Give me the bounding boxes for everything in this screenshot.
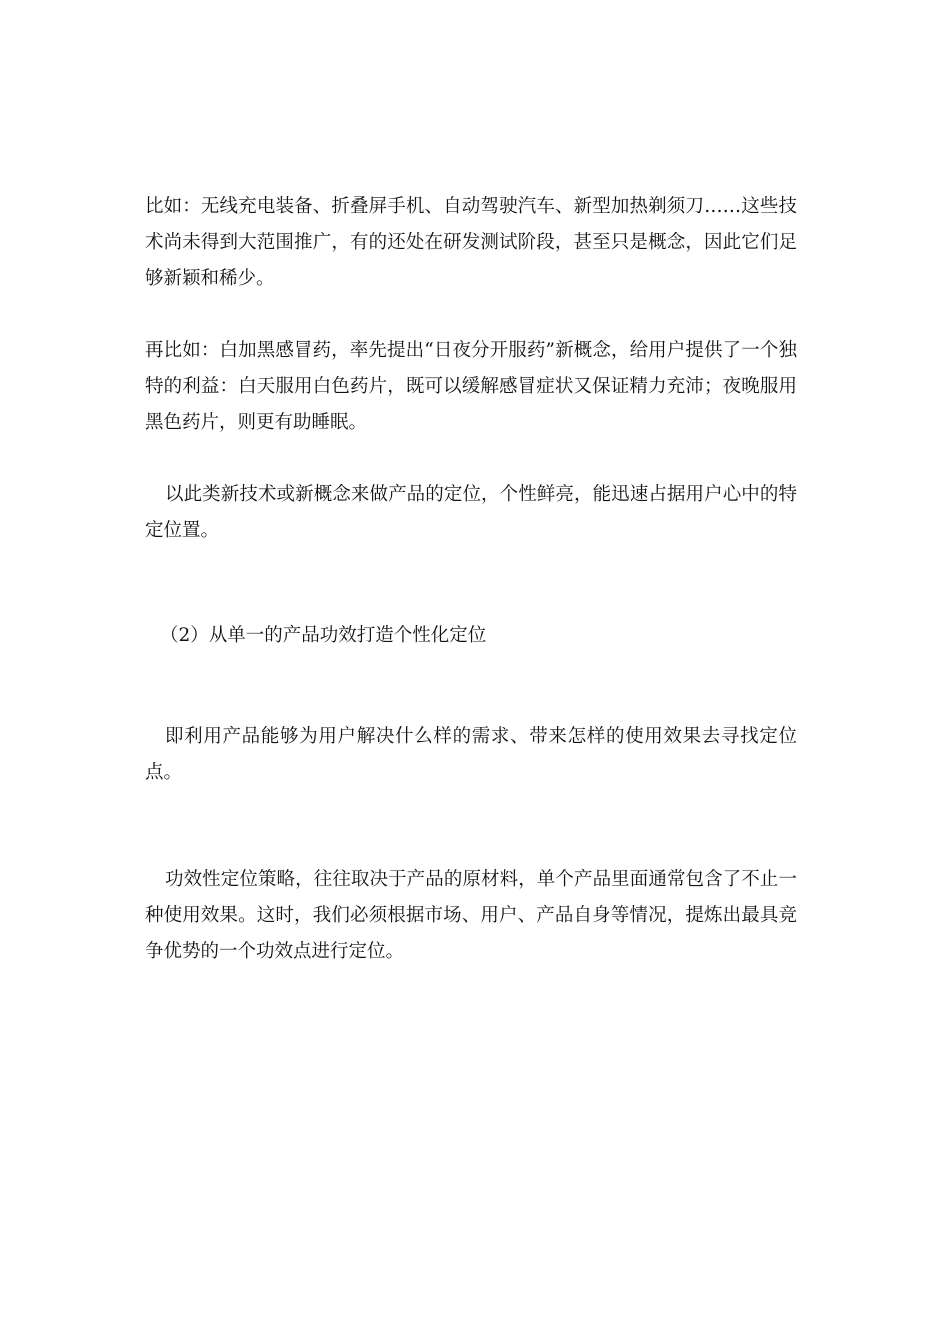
paragraph-positioning-summary: 以此类新技术或新概念来做产品的定位，个性鲜亮，能迅速占据用户心中的特定位置。 xyxy=(145,484,797,541)
paragraph-efficacy-strategy: 功效性定位策略，往往取决于产品的原材料，单个产品里面通常包含了不止一种使用效果。这时，我们必须根据市场、用户、产品自身等情况，提炼出最具竞争优势的一个功效点进行定位。 xyxy=(145,869,797,962)
paragraph-baijiahei-example: 再比如：白加黑感冒药，率先提出“日夜分开服药”新概念，给用户提供了一个独特的利益：白天服用白色药片，既可以缓解感冒症状又保证精力充沛；夜晚服用黑色药片，则更有助睡眠。 xyxy=(145,340,797,433)
paragraph-new-tech-examples: 比如：无线充电装备、折叠屏手机、自动驾驶汽车、新型加热剃须刀……这些技术尚未得到大范围推广，有的还处在研发测试阶段，甚至只是概念，因此它们足够新颖和稀少。 xyxy=(145,196,797,289)
paragraph-efficacy-definition: 即利用产品能够为用户解决什么样的需求、带来怎样的使用效果去寻找定位点。 xyxy=(145,726,797,783)
section-heading-efficacy: （2）从单一的产品功效打造个性化定位 xyxy=(160,625,487,646)
